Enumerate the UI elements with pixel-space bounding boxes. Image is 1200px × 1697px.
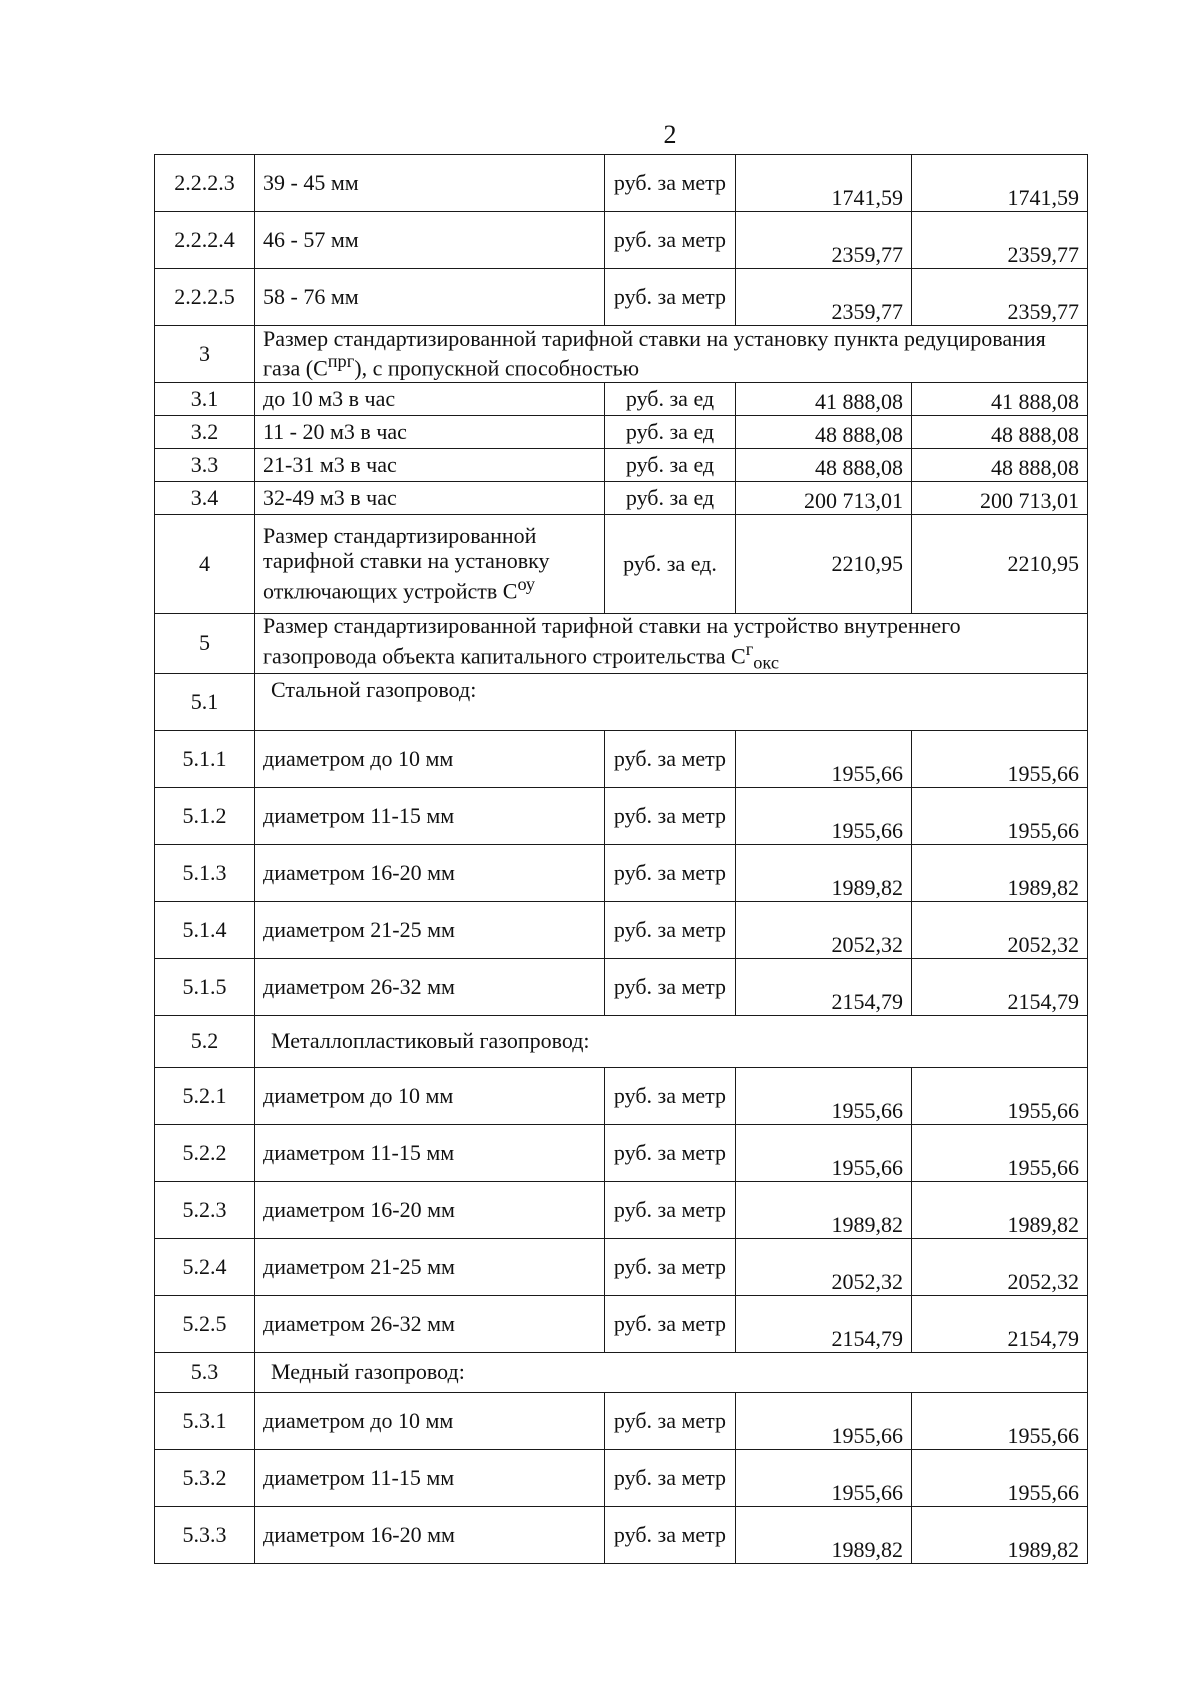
table-row (155, 515, 1088, 614)
item-name: диаметром 11-15 мм (255, 1449, 605, 1506)
table-row (155, 844, 1088, 901)
value-cell: 2210,95 (912, 515, 1088, 614)
tariff-table-body (155, 155, 1088, 1564)
table-row (155, 1392, 1088, 1449)
row-number: 5.2.2 (155, 1124, 255, 1181)
value-cell: 2359,77 (736, 212, 912, 269)
row-number: 5.1.1 (155, 730, 255, 787)
unit-cell: руб. за ед (605, 416, 736, 449)
unit-cell: руб. за метр (605, 901, 736, 958)
value-cell: 1955,66 (736, 730, 912, 787)
unit-cell: руб. за метр (605, 1295, 736, 1352)
row-number: 3.2 (155, 416, 255, 449)
unit-cell: руб. за ед (605, 449, 736, 482)
item-name: 58 - 76 мм (255, 269, 605, 326)
section-title-text: Размер стандартизированной тарифной ставки на устройство внутреннего газопровода объекта капитального строительства С (263, 613, 961, 668)
table-row (155, 958, 1088, 1015)
value-cell: 1989,82 (912, 844, 1088, 901)
table-row (155, 787, 1088, 844)
unit-cell: руб. за метр (605, 1124, 736, 1181)
value-cell: 48 888,08 (912, 449, 1088, 482)
row-number: 5.3.1 (155, 1392, 255, 1449)
value-cell: 2359,77 (912, 269, 1088, 326)
page-number: 2 (663, 120, 677, 149)
item-name: диаметром 26-32 мм (255, 1295, 605, 1352)
item-name: диаметром 26-32 мм (255, 958, 605, 1015)
value-cell: 1955,66 (736, 1449, 912, 1506)
value-cell: 2154,79 (736, 958, 912, 1015)
row-number: 2.2.2.4 (155, 212, 255, 269)
table-row (155, 326, 1088, 383)
item-name-superscript: оу (517, 573, 536, 594)
item-name: диаметром до 10 мм (255, 1392, 605, 1449)
unit-cell: руб. за метр (605, 212, 736, 269)
item-name (255, 515, 605, 614)
item-name: диаметром 21-25 мм (255, 1238, 605, 1295)
table-row (155, 1295, 1088, 1352)
item-name: до 10 м3 в час (255, 383, 605, 416)
value-cell: 2052,32 (912, 1238, 1088, 1295)
row-number: 5.3 (155, 1352, 255, 1392)
item-name: диаметром 16-20 мм (255, 1181, 605, 1238)
value-cell: 2359,77 (912, 212, 1088, 269)
row-number: 2.2.2.3 (155, 155, 255, 212)
value-cell: 1989,82 (912, 1506, 1088, 1563)
item-name: 46 - 57 мм (255, 212, 605, 269)
unit-cell: руб. за метр (605, 1449, 736, 1506)
value-cell: 2052,32 (912, 901, 1088, 958)
unit-cell: руб. за ед (605, 482, 736, 515)
value-cell: 1955,66 (912, 1067, 1088, 1124)
table-row (155, 1352, 1088, 1392)
table-row (155, 449, 1088, 482)
value-cell: 200 713,01 (912, 482, 1088, 515)
row-number: 3.4 (155, 482, 255, 515)
value-cell: 200 713,01 (736, 482, 912, 515)
item-name: диаметром 16-20 мм (255, 844, 605, 901)
row-number: 5.2.4 (155, 1238, 255, 1295)
item-name-text: Размер стандартизированной тарифной ставки на установку отключающих устройств С (263, 523, 550, 603)
value-cell: 2359,77 (736, 269, 912, 326)
row-number: 5.1 (155, 673, 255, 730)
section-title-superscript: г (745, 638, 754, 659)
section-title-text-after: ), с пропускной способностью (354, 355, 640, 381)
value-cell: 1955,66 (736, 1124, 912, 1181)
unit-cell: руб. за метр (605, 1238, 736, 1295)
value-cell: 1955,66 (736, 1392, 912, 1449)
table-row (155, 1181, 1088, 1238)
row-number: 5.3.2 (155, 1449, 255, 1506)
unit-cell: руб. за метр (605, 155, 736, 212)
value-cell: 1989,82 (736, 1506, 912, 1563)
unit-cell: руб. за метр (605, 730, 736, 787)
table-row (155, 730, 1088, 787)
unit-cell: руб. за метр (605, 1181, 736, 1238)
row-number: 5.2 (155, 1015, 255, 1067)
unit-cell: руб. за метр (605, 1067, 736, 1124)
value-cell: 2052,32 (736, 901, 912, 958)
table-row (155, 383, 1088, 416)
table-row (155, 1015, 1088, 1067)
value-cell: 41 888,08 (912, 383, 1088, 416)
value-cell: 2154,79 (736, 1295, 912, 1352)
item-name: диаметром 11-15 мм (255, 787, 605, 844)
table-row (155, 1124, 1088, 1181)
row-number: 5 (155, 614, 255, 674)
row-number: 5.3.3 (155, 1506, 255, 1563)
row-number: 5.2.3 (155, 1181, 255, 1238)
group-title: Металлопластиковый газопровод: (255, 1015, 1088, 1067)
value-cell: 1989,82 (912, 1181, 1088, 1238)
row-number: 5.1.4 (155, 901, 255, 958)
section-title (255, 326, 1088, 383)
unit-cell: руб. за метр (605, 787, 736, 844)
section-title-superscript: прг (327, 351, 355, 372)
value-cell: 1955,66 (912, 730, 1088, 787)
row-number: 5.2.5 (155, 1295, 255, 1352)
table-row (155, 1238, 1088, 1295)
unit-cell: руб. за метр (605, 1506, 736, 1563)
group-title: Стальной газопровод: (255, 673, 1088, 730)
table-row (155, 1067, 1088, 1124)
unit-cell: руб. за метр (605, 844, 736, 901)
table-row (155, 901, 1088, 958)
value-cell: 1989,82 (736, 844, 912, 901)
value-cell: 1741,59 (912, 155, 1088, 212)
value-cell: 1955,66 (912, 1449, 1088, 1506)
item-name: 21-31 м3 в час (255, 449, 605, 482)
row-number: 5.2.1 (155, 1067, 255, 1124)
value-cell: 2154,79 (912, 1295, 1088, 1352)
table-row (155, 673, 1088, 730)
item-name: 39 - 45 мм (255, 155, 605, 212)
value-cell: 48 888,08 (736, 416, 912, 449)
table-row (155, 212, 1088, 269)
row-number: 2.2.2.5 (155, 269, 255, 326)
table-row (155, 1449, 1088, 1506)
table-row (155, 269, 1088, 326)
value-cell: 2154,79 (912, 958, 1088, 1015)
table-row (155, 614, 1088, 674)
unit-cell: руб. за ед (605, 383, 736, 416)
table-row (155, 482, 1088, 515)
unit-cell: руб. за ед. (605, 515, 736, 614)
row-number: 5.1.3 (155, 844, 255, 901)
item-name: диаметром 21-25 мм (255, 901, 605, 958)
item-name: диаметром до 10 мм (255, 730, 605, 787)
value-cell: 1955,66 (912, 1392, 1088, 1449)
table-row (155, 1506, 1088, 1563)
value-cell: 1955,66 (736, 787, 912, 844)
value-cell: 1741,59 (736, 155, 912, 212)
row-number: 3.1 (155, 383, 255, 416)
value-cell: 1955,66 (912, 1124, 1088, 1181)
item-name: диаметром 16-20 мм (255, 1506, 605, 1563)
item-name: 32-49 м3 в час (255, 482, 605, 515)
unit-cell: руб. за метр (605, 269, 736, 326)
value-cell: 2210,95 (736, 515, 912, 614)
table-row (155, 155, 1088, 212)
row-number: 5.1.2 (155, 787, 255, 844)
group-title: Медный газопровод: (255, 1352, 1088, 1392)
value-cell: 2052,32 (736, 1238, 912, 1295)
row-number: 4 (155, 515, 255, 614)
value-cell: 1955,66 (912, 787, 1088, 844)
value-cell: 1955,66 (736, 1067, 912, 1124)
value-cell: 41 888,08 (736, 383, 912, 416)
section-title-subscript: окс (753, 652, 780, 673)
tariff-table (154, 154, 1088, 1564)
unit-cell: руб. за метр (605, 958, 736, 1015)
value-cell: 1989,82 (736, 1181, 912, 1238)
item-name: диаметром 11-15 мм (255, 1124, 605, 1181)
unit-cell: руб. за метр (605, 1392, 736, 1449)
table-row (155, 416, 1088, 449)
value-cell: 48 888,08 (736, 449, 912, 482)
row-number: 3.3 (155, 449, 255, 482)
row-number: 3 (155, 326, 255, 383)
item-name: диаметром до 10 мм (255, 1067, 605, 1124)
item-name: 11 - 20 м3 в час (255, 416, 605, 449)
row-number: 5.1.5 (155, 958, 255, 1015)
value-cell: 48 888,08 (912, 416, 1088, 449)
section-title (255, 614, 1088, 674)
section-title-text: Размер стандартизированной тарифной ставки на установку пункта редуцирования газа (С (263, 325, 1046, 381)
